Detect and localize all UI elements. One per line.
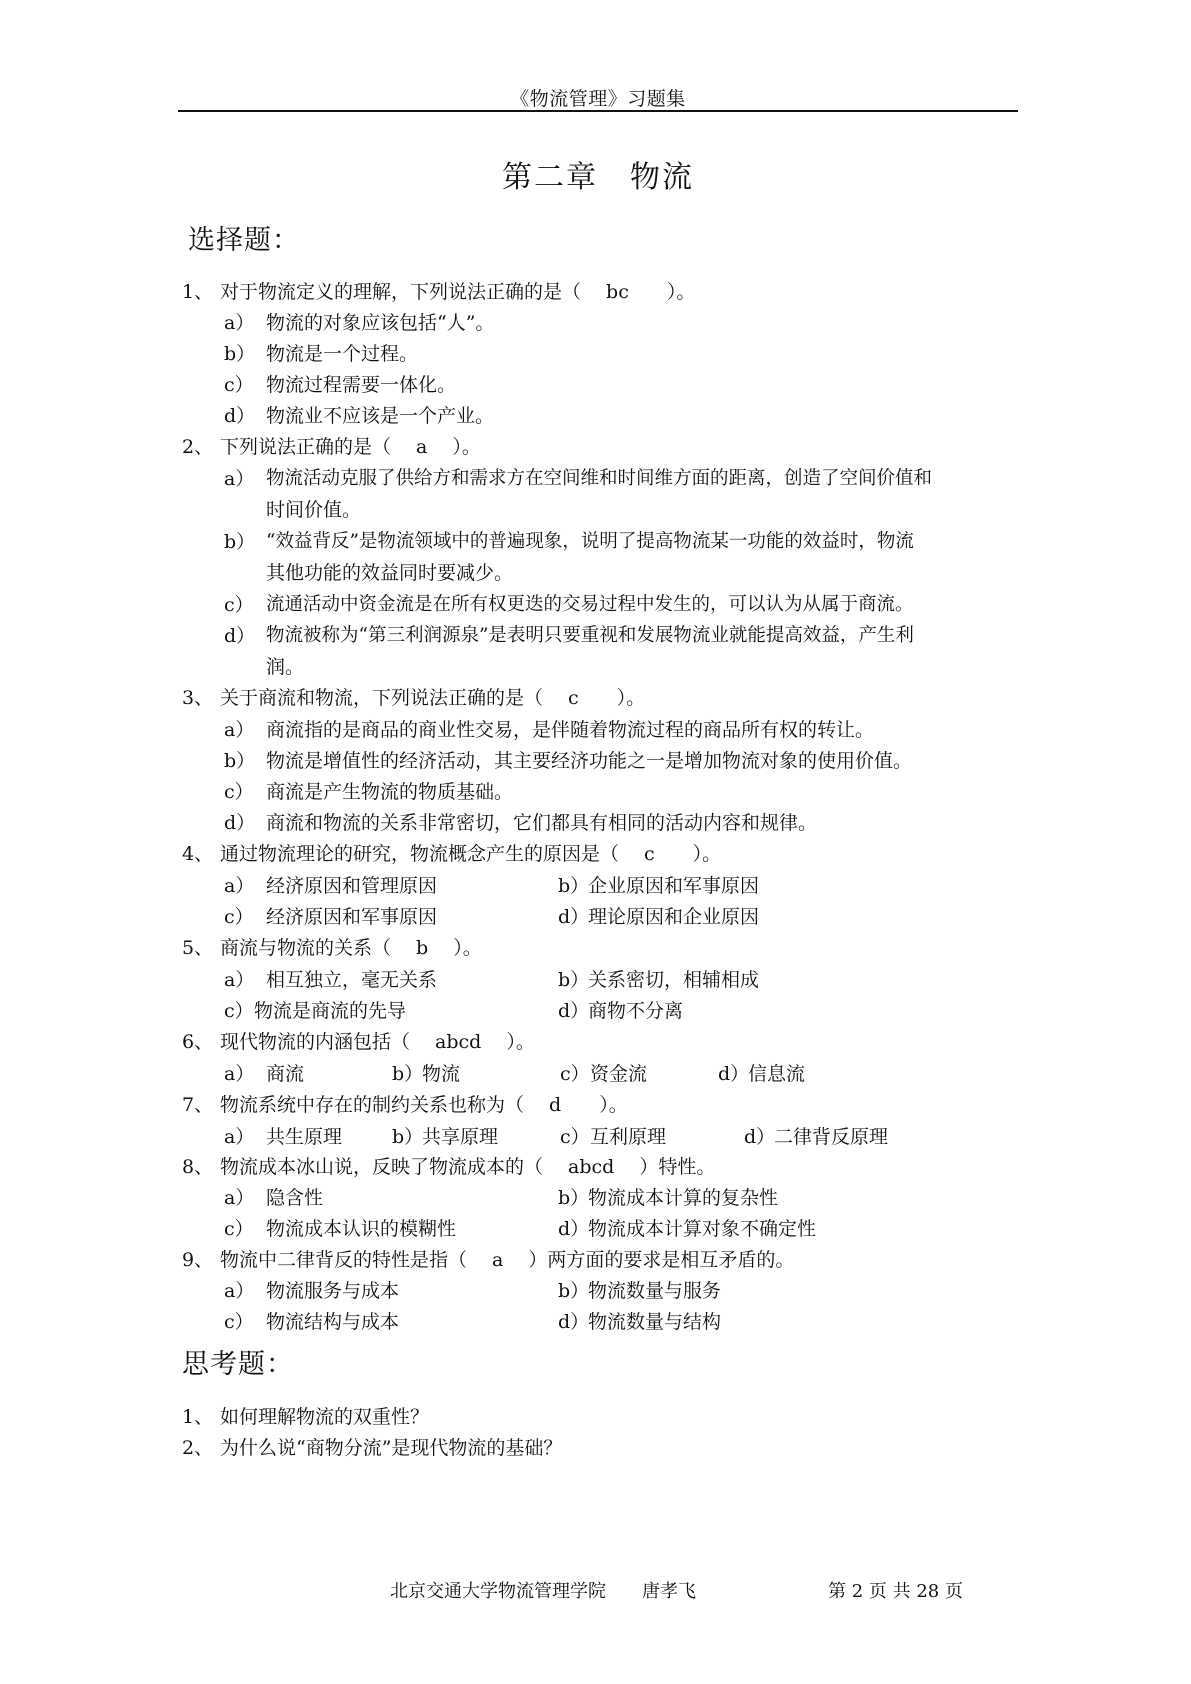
option-letter: a） — [224, 719, 255, 741]
option-letter: b） — [224, 531, 256, 553]
option-letter: c） — [224, 594, 254, 616]
question-number: 7、 — [182, 1094, 214, 1116]
option-letter: a） — [224, 1126, 255, 1148]
option-letter: b） — [558, 969, 590, 991]
option-text: 商物不分离 — [588, 1000, 684, 1022]
option-text: 理论原因和企业原因 — [588, 906, 760, 928]
option-text: 物流数量与结构 — [588, 1311, 722, 1333]
option-letter: a） — [224, 1063, 255, 1085]
option-text: 物流服务与成本 — [266, 1280, 400, 1302]
chapter-title: 第二章 物流 — [502, 160, 694, 195]
option-text: 信息流 — [748, 1063, 806, 1085]
option-letter: d） — [558, 1311, 590, 1333]
question-number: 5、 — [182, 937, 214, 959]
option-letter: b） — [558, 1187, 590, 1209]
option-2d-continued: 润。 — [266, 656, 305, 678]
option-letter: d） — [224, 625, 256, 647]
question-number: 8、 — [182, 1156, 214, 1178]
question-number: 6、 — [182, 1031, 214, 1053]
option-letter: c） — [224, 906, 254, 928]
option-letter: c） — [224, 1311, 254, 1333]
option-letter: d） — [558, 1218, 590, 1240]
question-text: 物流中二律背反的特性是指（ a ）两方面的要求是相互矛盾的。 — [220, 1249, 795, 1271]
question-number: 1、 — [182, 281, 214, 303]
question-text: 物流系统中存在的制约关系也称为（ d ）。 — [220, 1094, 628, 1116]
option-letter: a） — [224, 969, 255, 991]
option-letter: c） — [224, 374, 254, 396]
question-number: 3、 — [182, 687, 214, 709]
footer-author: 唐孝飞 — [642, 1581, 696, 1602]
option-text: “效益背反”是物流领域中的普遍现象，说明了提高物流某一功能的效益时，物流 — [266, 531, 914, 552]
question-text: 现代物流的内涵包括（ abcd ）。 — [220, 1031, 535, 1053]
option-text: 相互独立，毫无关系 — [266, 969, 438, 991]
option-letter: c） — [560, 1126, 590, 1148]
question-number: 2、 — [182, 436, 214, 458]
option-text: 商流是产生物流的物质基础。 — [266, 781, 514, 803]
question-number: 2、 — [182, 1437, 214, 1459]
section-heading-choice: 选择题： — [188, 225, 300, 256]
option-text: 经济原因和管理原因 — [266, 875, 438, 897]
running-header: 《物流管理》习题集 — [510, 88, 686, 110]
option-text: 商流 — [266, 1063, 305, 1085]
option-text: 企业原因和军事原因 — [588, 875, 760, 897]
option-2a-continued: 时间价值。 — [266, 499, 362, 521]
option-text: 物流的对象应该包括“人”。 — [266, 312, 495, 334]
option-text: 隐含性 — [266, 1187, 324, 1209]
header-divider — [178, 110, 1018, 112]
option-text: 共享原理 — [422, 1126, 499, 1148]
option-letter: b） — [558, 1280, 590, 1302]
option-text: 物流是增值性的经济活动，其主要经济功能之一是增加物流对象的使用价值。 — [266, 750, 913, 772]
question-text: 通过物流理论的研究，物流概念产生的原因是（ c ）。 — [220, 843, 722, 865]
option-text: 关系密切，相辅相成 — [588, 969, 760, 991]
option-letter: b） — [558, 875, 590, 897]
option-text: 商流和物流的关系非常密切，它们都具有相同的活动内容和规律。 — [266, 812, 818, 834]
option-letter: c） — [224, 1218, 254, 1240]
option-text: 物流数量与服务 — [588, 1280, 722, 1302]
option-letter: c） — [224, 781, 254, 803]
question-number: 9、 — [182, 1249, 214, 1271]
question-text: 关于商流和物流，下列说法正确的是（ c ）。 — [220, 687, 646, 709]
question-text: 下列说法正确的是（ a ）。 — [220, 436, 481, 458]
option-letter: b） — [224, 343, 256, 365]
option-letter: a） — [224, 1187, 255, 1209]
option-text: 经济原因和军事原因 — [266, 906, 438, 928]
option-letter: c） — [560, 1063, 590, 1085]
option-text: 物流成本计算对象不确定性 — [588, 1218, 817, 1240]
option-letter: a） — [224, 1280, 255, 1302]
option-text: 物流是商流的先导 — [254, 1000, 407, 1022]
option-letter: a） — [224, 468, 255, 490]
option-letter: a） — [224, 312, 255, 334]
option-letter: d） — [744, 1126, 776, 1148]
option-text: 物流过程需要一体化。 — [266, 374, 457, 396]
option-letter: a） — [224, 875, 255, 897]
option-text: 共生原理 — [266, 1126, 343, 1148]
option-text: 物流结构与成本 — [266, 1311, 400, 1333]
option-letter: d） — [224, 812, 256, 834]
option-text: 物流成本认识的模糊性 — [266, 1218, 457, 1240]
option-text: 二律背反原理 — [774, 1126, 889, 1148]
option-letter: b） — [392, 1063, 424, 1085]
option-letter: d） — [558, 1000, 590, 1022]
question-number: 4、 — [182, 843, 214, 865]
option-text: 资金流 — [590, 1063, 648, 1085]
option-text: 流通活动中资金流是在所有权更迭的交易过程中发生的，可以认为从属于商流。 — [266, 594, 914, 615]
option-letter: b） — [392, 1126, 424, 1148]
option-letter: d） — [558, 906, 590, 928]
question-text: 物流成本冰山说，反映了物流成本的（ abcd ）特性。 — [220, 1156, 716, 1178]
option-text: 物流是一个过程。 — [266, 343, 419, 365]
question-text: 为什么说“商物分流”是现代物流的基础？ — [220, 1437, 563, 1459]
option-text: 物流被称为“第三利润源泉”是表明只要重视和发展物流业就能提高效益，产生利 — [266, 625, 914, 646]
option-text: 互利原理 — [590, 1126, 667, 1148]
question-text: 对于物流定义的理解，下列说法正确的是（ bc ）。 — [220, 281, 696, 303]
option-2b-continued: 其他功能的效益同时要减少。 — [266, 562, 514, 584]
question-text: 商流与物流的关系（ b ）。 — [220, 937, 482, 959]
option-text: 物流成本计算的复杂性 — [588, 1187, 779, 1209]
option-text: 商流指的是商品的商业性交易，是伴随着物流过程的商品所有权的转让。 — [266, 719, 875, 741]
footer-page-number: 第 2 页 共 28 页 — [828, 1581, 963, 1602]
option-letter: b） — [224, 750, 256, 772]
option-letter: c） — [224, 1000, 254, 1022]
option-letter: d） — [718, 1063, 750, 1085]
section-heading-thinking: 思考题： — [182, 1349, 294, 1380]
option-text: 物流业不应该是一个产业。 — [266, 405, 495, 427]
option-letter: d） — [224, 405, 256, 427]
option-text: 物流 — [422, 1063, 461, 1085]
question-text: 如何理解物流的双重性？ — [220, 1406, 430, 1428]
question-number: 1、 — [182, 1406, 214, 1428]
footer-institution: 北京交通大学物流管理学院 — [390, 1581, 606, 1602]
option-text: 物流活动克服了供给方和需求方在空间维和时间维方面的距离，创造了空间价值和 — [266, 468, 933, 489]
